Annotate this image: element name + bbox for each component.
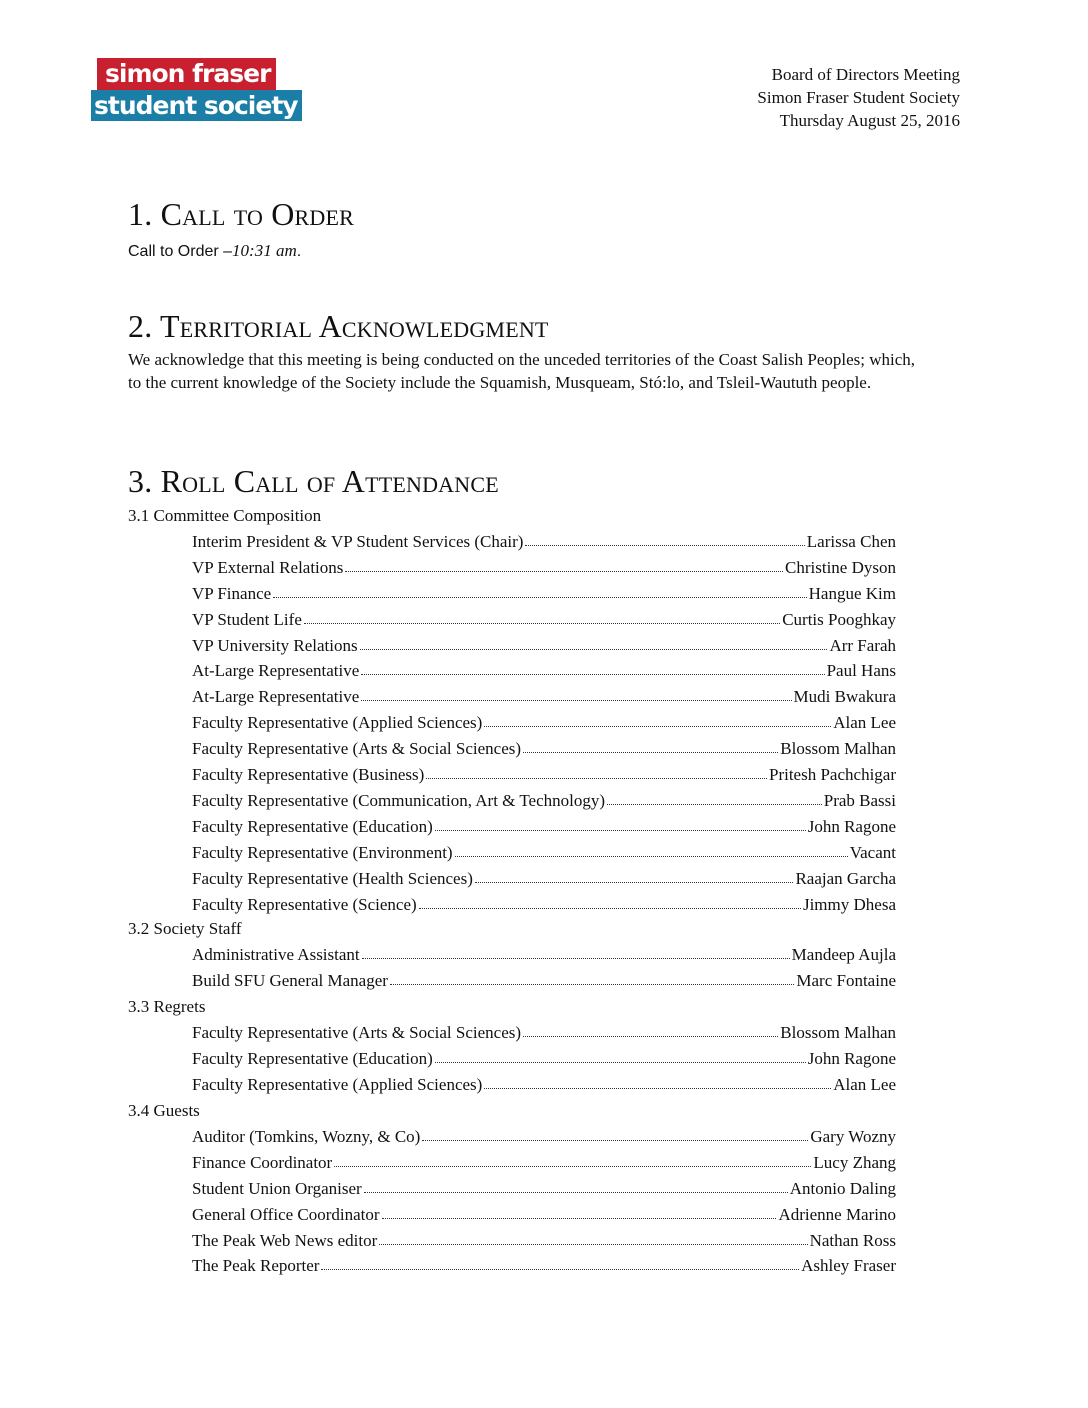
header-meeting: Board of Directors Meeting (771, 65, 960, 84)
dot-leader (607, 803, 822, 805)
attendance-row (192, 557, 896, 579)
attendance-row (192, 1204, 896, 1226)
attendee-name: John Ragone (807, 1048, 896, 1068)
attendance-row (192, 1230, 896, 1252)
attendance-row (192, 1126, 896, 1148)
attendance-row (192, 764, 896, 786)
dot-leader (523, 1035, 778, 1037)
attendee-name: Blossom Malhan (780, 1022, 896, 1042)
dot-leader (426, 777, 767, 779)
attendee-role: At-Large Representative (192, 661, 360, 681)
attendee-name: John Ragone (807, 816, 896, 836)
dot-leader (361, 699, 791, 701)
dot-leader (360, 648, 828, 650)
dot-leader (419, 907, 801, 909)
attendee-name: Raajan Garcha (795, 868, 896, 888)
attendee-name: Mudi Bwakura (793, 687, 896, 707)
attendee-role: Administrative Assistant (192, 944, 360, 964)
attendance-row (192, 1178, 896, 1200)
call-to-order-suffix: . (296, 243, 302, 260)
call-to-order-time: 10:31 am (232, 241, 297, 260)
dot-leader (362, 957, 790, 959)
attendee-name: Larissa Chen (806, 531, 896, 551)
attendee-name: Antonio Daling (789, 1178, 896, 1198)
attendee-role: General Office Coordinator (192, 1204, 380, 1224)
attendee-role: Faculty Representative (Applied Sciences) (192, 1074, 483, 1094)
attendee-name: Arr Farah (829, 635, 896, 655)
attendee-role: At-Large Representative (192, 687, 360, 707)
attendee-role: Faculty Representative (Communication, Art & Technology) (192, 790, 606, 810)
section-title-territorial: 2. Territorial Acknowledgment (128, 308, 549, 344)
attendee-role: Faculty Representative (Applied Sciences) (192, 713, 483, 733)
subsection-heading-staff: 3.2 Society Staff (128, 919, 242, 938)
dot-leader (484, 1087, 831, 1089)
dot-leader (435, 1061, 806, 1063)
header-date: Thursday August 25, 2016 (779, 111, 960, 130)
attendee-name: Pritesh Pachchigar (769, 765, 896, 784)
attendee-name: Alan Lee (833, 713, 896, 733)
attendance-row (192, 1074, 896, 1096)
dot-leader (390, 983, 794, 985)
attendee-name: Blossom Malhan (780, 739, 896, 759)
section-title-call-to-order: 1. Call to Order (128, 196, 355, 232)
territorial-text: We acknowledge that this meeting is being conducted on the unceded territories of the Coast Salish Peoples; which, to the current knowledge of the Society include the Squamish, Musqueam, Stó:lo, and Tsleil-Waututh people. (128, 350, 916, 392)
logo-line-2: student society (91, 90, 302, 121)
logo-line-1: simon fraser (97, 58, 276, 90)
attendee-role: Interim President & VP Student Services (Chair) (192, 531, 524, 551)
attendance-row (192, 944, 896, 966)
attendee-name: Jimmy Dhesa (802, 894, 896, 914)
attendee-role: Faculty Representative (Education) (192, 816, 433, 836)
subsection-heading-committee: 3.1 Committee Composition (128, 506, 322, 525)
attendee-name: Curtis Pooghkay (782, 609, 896, 629)
dot-leader (484, 725, 831, 727)
document-header (757, 63, 960, 132)
attendee-name: Gary Wozny (810, 1126, 896, 1146)
attendee-name: Lucy Zhang (813, 1152, 896, 1172)
dot-leader (455, 855, 848, 857)
attendance-row (192, 583, 896, 605)
attendee-role: VP University Relations (192, 635, 358, 655)
attendee-role: VP Finance (192, 583, 272, 603)
attendance-row (192, 842, 896, 864)
attendance-row (192, 1152, 896, 1174)
attendee-role: Faculty Representative (Arts & Social Sciences) (192, 1022, 522, 1042)
attendee-name: Mandeep Aujla (791, 944, 896, 964)
dot-leader (422, 1139, 808, 1141)
dot-leader (525, 544, 804, 546)
attendance-row (192, 868, 896, 890)
attendee-name: Prab Bassi (823, 790, 896, 810)
attendance-row (192, 1255, 896, 1277)
attendance-row (192, 660, 896, 682)
attendee-name: Nathan Ross (809, 1230, 896, 1250)
subsection-heading-guests: 3.4 Guests (128, 1101, 200, 1120)
attendee-role: Finance Coordinator (192, 1152, 333, 1172)
attendee-name: Christine Dyson (785, 557, 896, 577)
dot-leader (334, 1165, 811, 1167)
society-logo (91, 58, 298, 121)
attendee-role: The Peak Web News editor (192, 1230, 378, 1250)
dot-leader (475, 881, 794, 883)
subsection-heading-regrets: 3.3 Regrets (128, 997, 206, 1016)
attendance-row (192, 686, 896, 708)
dot-leader (321, 1268, 799, 1270)
attendance-row (192, 1022, 896, 1044)
attendee-name: Adrienne Marino (778, 1204, 896, 1224)
attendee-name: Hangue Kim (808, 583, 896, 603)
attendance-row (192, 790, 896, 812)
attendee-role: Faculty Representative (Arts & Social Sciences) (192, 739, 522, 759)
attendee-role: Build SFU General Manager (192, 970, 388, 990)
call-to-order-prefix: Call to Order – (128, 243, 233, 260)
attendance-row (192, 635, 896, 657)
section-title-roll-call: 3. Roll Call of Attendance (128, 463, 499, 499)
attendance-row (192, 712, 896, 734)
attendance-row (192, 894, 896, 916)
attendee-role: Auditor (Tomkins, Wozny, & Co) (192, 1126, 421, 1146)
dot-leader (523, 751, 778, 753)
attendee-name: Marc Fontaine (796, 970, 896, 990)
attendance-row (192, 609, 896, 631)
attendance-row (192, 970, 896, 992)
dot-leader (382, 1217, 777, 1219)
call-to-order-text (128, 239, 908, 263)
dot-leader (435, 829, 806, 831)
dot-leader (361, 673, 824, 675)
attendee-role: Student Union Organiser (192, 1178, 362, 1198)
attendee-name: Alan Lee (833, 1074, 896, 1094)
attendee-role: Faculty Representative (Environment) (192, 842, 453, 862)
attendee-role: VP External Relations (192, 557, 344, 577)
attendee-name: Paul Hans (826, 661, 896, 681)
dot-leader (304, 622, 780, 624)
attendance-row (192, 1048, 896, 1070)
dot-leader (345, 570, 783, 572)
attendance-row (192, 531, 896, 553)
dot-leader (379, 1243, 807, 1245)
attendee-role: The Peak Reporter (192, 1256, 320, 1276)
attendee-name: Ashley Fraser (801, 1256, 896, 1276)
dot-leader (364, 1191, 788, 1193)
attendance-row (192, 738, 896, 760)
attendee-role: VP Student Life (192, 609, 302, 629)
attendee-role: Faculty Representative (Health Sciences) (192, 868, 473, 888)
attendee-role: Faculty Representative (Business) (192, 765, 425, 784)
attendee-role: Faculty Representative (Education) (192, 1048, 433, 1068)
header-organization: Simon Fraser Student Society (757, 88, 960, 107)
attendance-row (192, 816, 896, 838)
attendee-role: Faculty Representative (Science) (192, 894, 417, 914)
dot-leader (273, 596, 806, 598)
attendee-name: Vacant (849, 842, 896, 862)
